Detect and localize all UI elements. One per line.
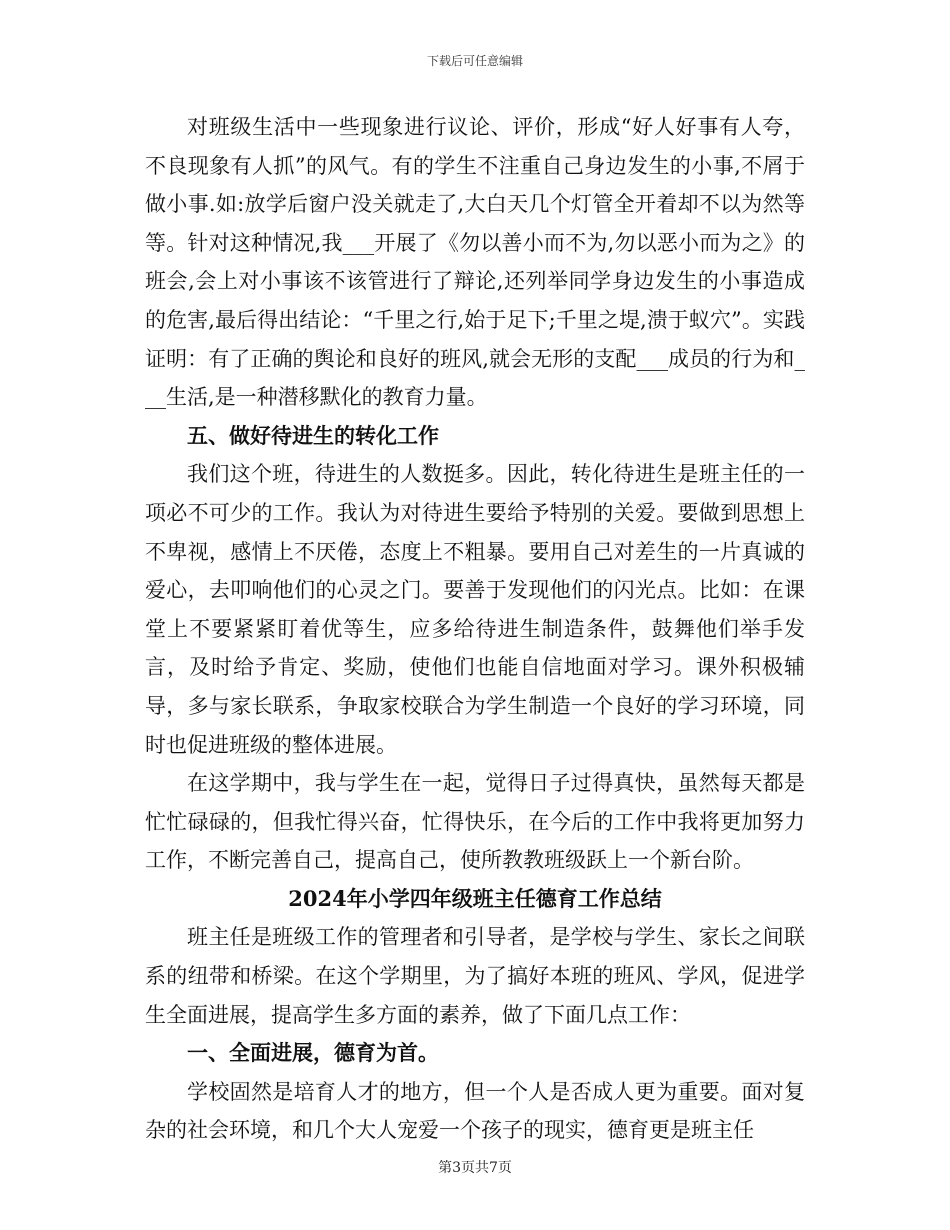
section-heading-5: 五、做好待进生的转化工作 [187, 422, 439, 448]
paragraph-moral-education: 学校固然是培育人才的地方，但一个人是否成人更为重要。面对复杂的社会环境，和几个大人宠爱一个孩子的现实，德育更是班主任 [145, 1079, 805, 1143]
document-body [145, 108, 805, 1150]
paragraph-class-opinion: 对班级生活中一些现象进行议论、评价，形成“好人好事有人夸，不良现象有人抓”的风气。有的学生不注重自己身边发生的小事,不屑于做小事.如:放学后窗户没关就走了,大白天几个灯管全开着却不以为然等等。针对这种情况,我___开展了《勿以善小而不为,勿以恶小而为之》的班会,会上对小事该不该管进行了辩论,还列举同学身边发生的小事造成的危害,最后得出结论：“千里之行,始于足下;千里之堤,溃于蚁穴”。实践证明：有了正确的舆论和良好的班风,就会无形的支配___成员的行为和___生活,是一种潜移默化的教育力量。 [145, 115, 805, 410]
paragraph-struggling-students: 我们这个班，待进生的人数挺多。因此，转化待进生是班主任的一项必不可少的工作。我认为对待进生要给予特别的关爱。要做到思想上不卑视，感情上不厌倦，态度上不粗暴。要用自己对差生的一片真诚的爱心，去叩响他们的心灵之门。要善于发现他们的闪光点。比如：在课堂上不要紧紧盯着优等生，应多给待进生制造条件，鼓舞他们举手发言，及时给予肯定、奖励，使他们也能自信地面对学习。课外积极辅导，多与家长联系，争取家校联合为学生制造一个良好的学习环境，同时也促进班级的整体进展。 [145, 462, 805, 757]
page-footer: 第3页共7页 [438, 1160, 512, 1176]
section-heading-1: 一、全面进展，德育为首。 [187, 1040, 439, 1066]
paragraph-intro: 班主任是班级工作的管理者和引导者，是学校与学生、家长之间联系的纽带和桥梁。在这个学期里，为了搞好本班的班风、学风，促进学生全面进展，提高学生多方面的素养，做了下面几点工作： [145, 925, 805, 1027]
page-header: 下载后可任意编辑 [426, 54, 523, 68]
paragraph-semester-reflection: 在这学期中，我与学生在一起，觉得日子过得真快，虽然每天都是忙忙碌碌的，但我忙得兴奋，忙得快乐，在今后的工作中我将更加努力工作，不断完善自己，提高自己，使所教教班级跃上一个新台阶。 [145, 771, 805, 873]
document-title: 2024年小学四年级班主任德育工作总结 [288, 885, 662, 911]
